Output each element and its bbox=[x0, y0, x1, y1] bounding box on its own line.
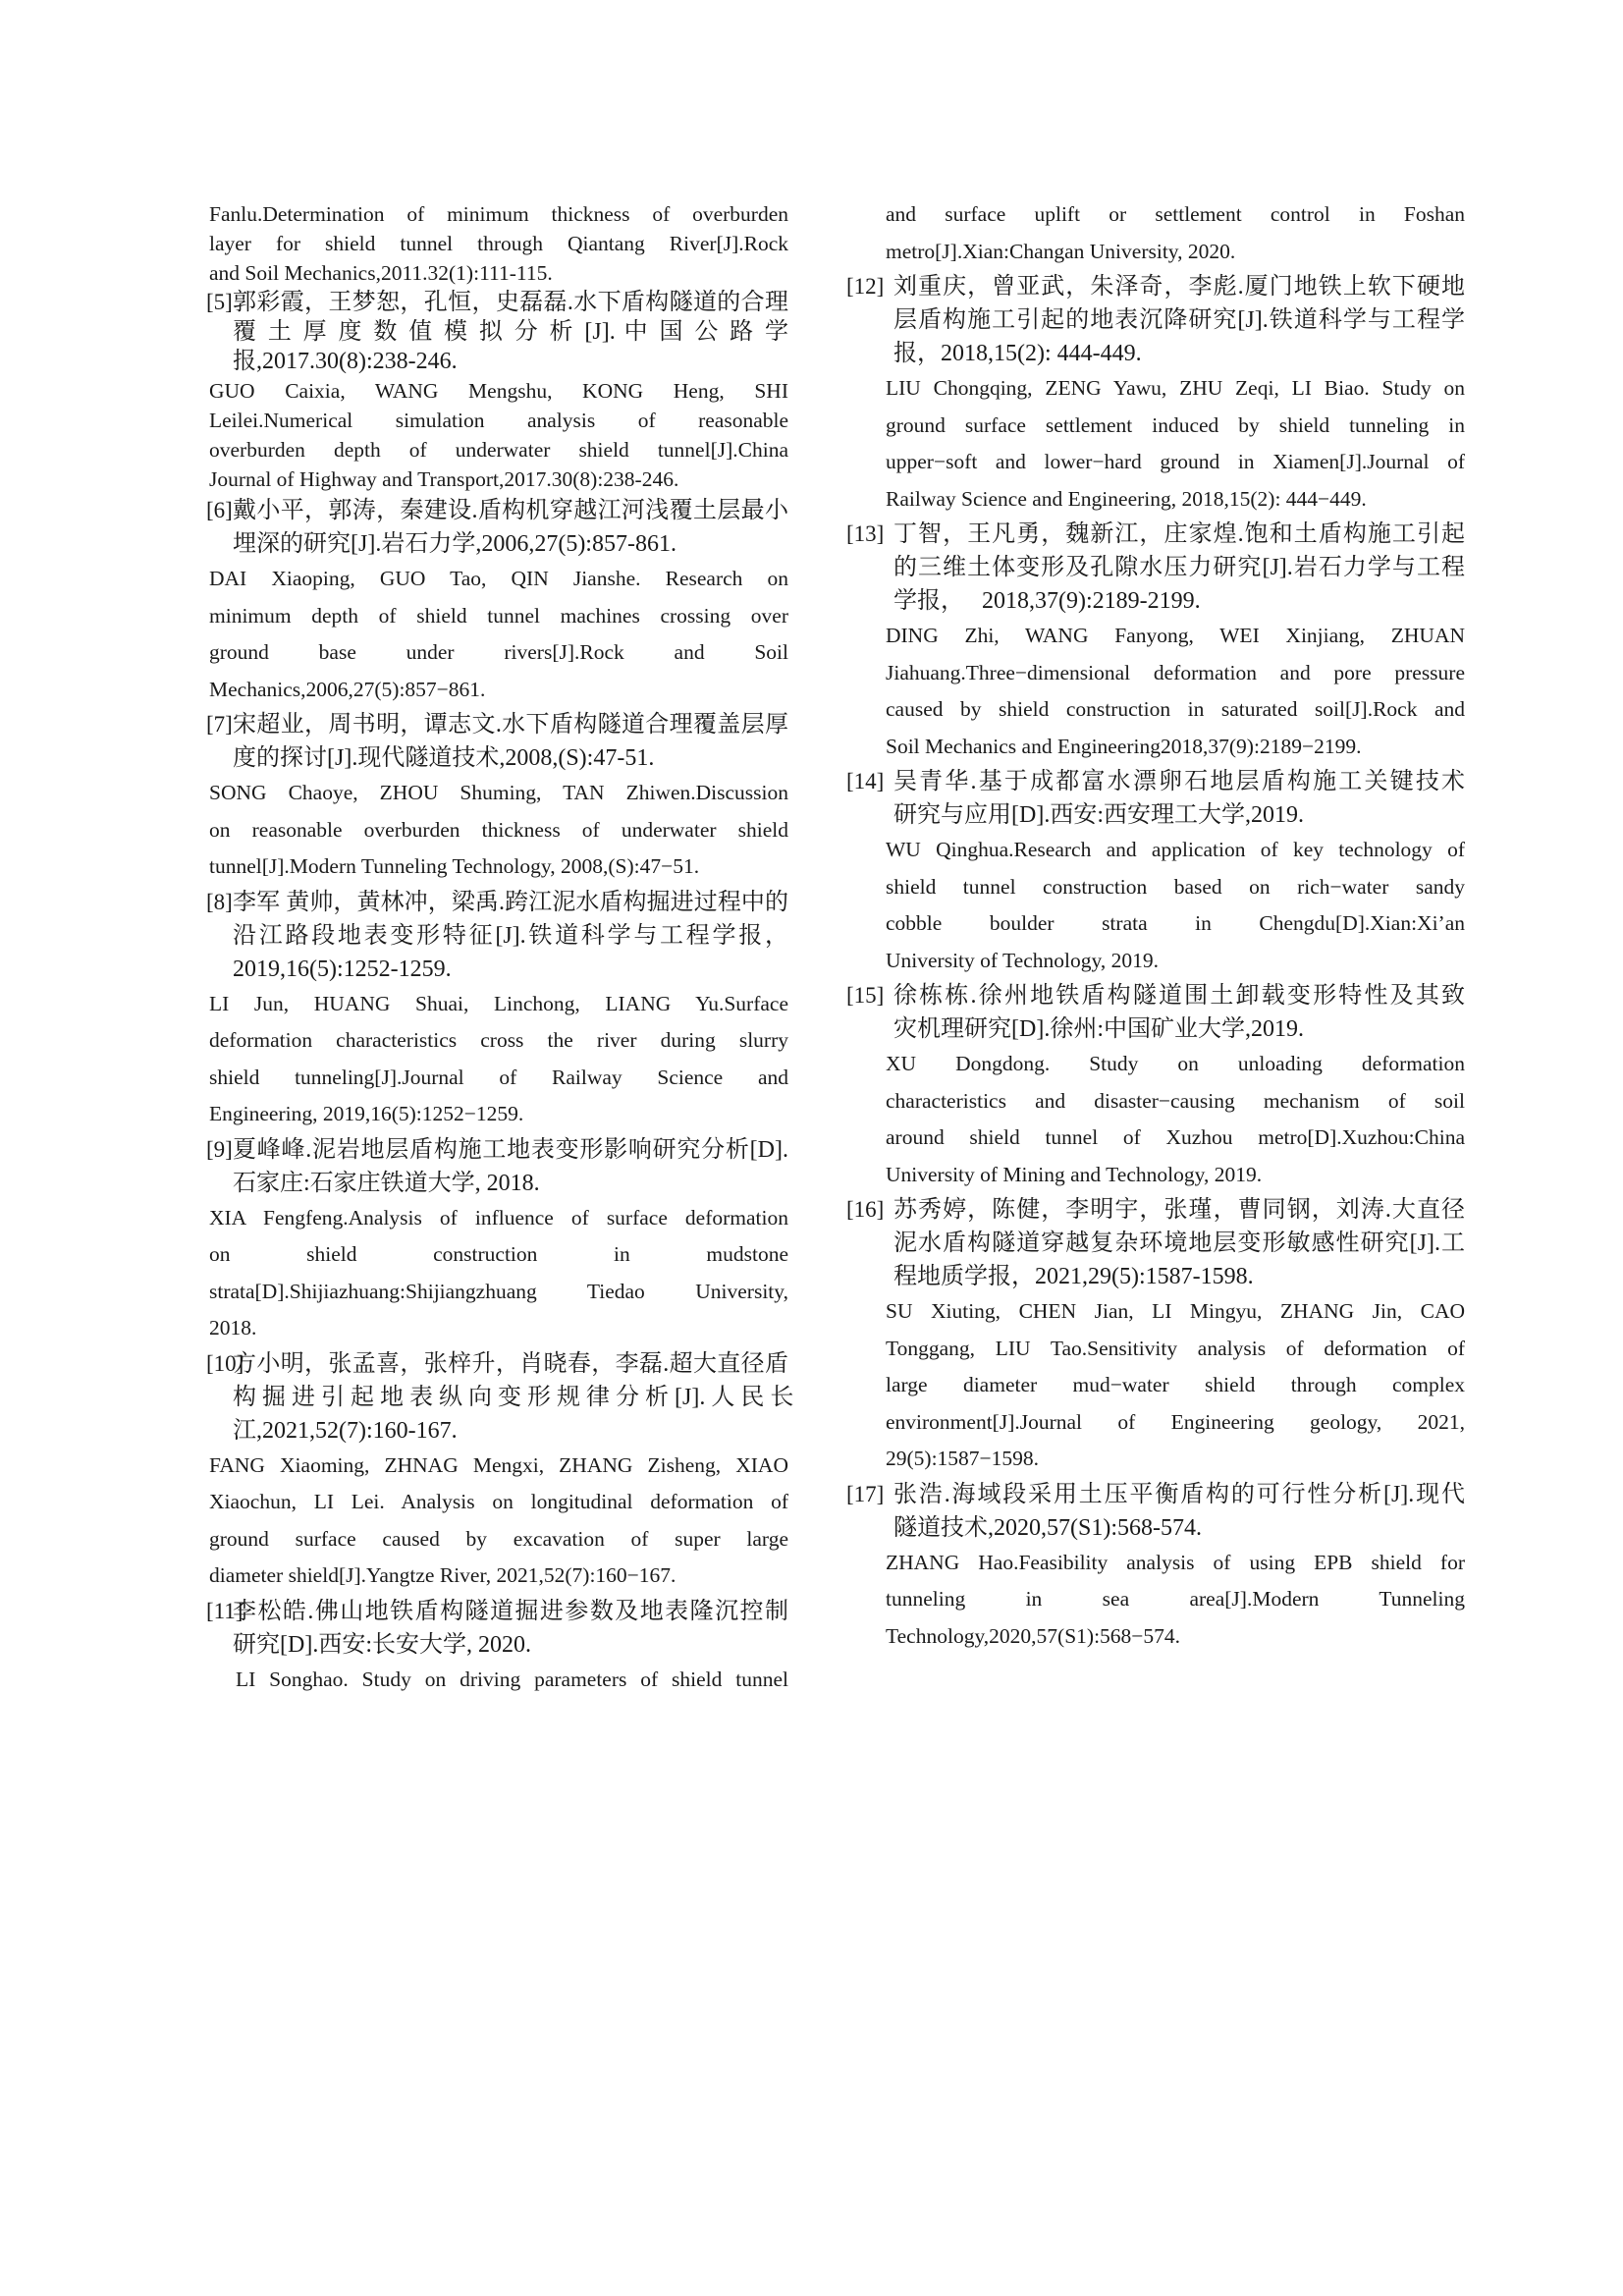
reference-text-line: 方小明，张孟喜，张梓升，肖晓春，李磊.超大直径盾 bbox=[233, 1350, 788, 1377]
reference-text-line: 戴小平，郭涛，秦建设.盾构机穿越江河浅覆土层最小 bbox=[233, 498, 788, 523]
reference-text-line: and Soil Mechanics,2011.32(1):111-115. bbox=[209, 261, 553, 285]
reference-text-line: XU Dongdong. Study on unloading deformation bbox=[886, 1052, 1465, 1075]
reference-entry-chinese bbox=[206, 288, 788, 376]
reference-entry-chinese bbox=[846, 270, 1465, 370]
reference-text-line: ground base under rivers[J].Rock and Soil bbox=[209, 640, 788, 664]
reference-text-line: DAI Xiaoping, GUO Tao, QIN Jianshe. Research on bbox=[209, 567, 788, 590]
reference-entry-english bbox=[206, 1200, 788, 1347]
reference-text-line: ground surface settlement induced by shield tunneling in bbox=[886, 412, 1465, 437]
reference-entry-english bbox=[846, 1046, 1465, 1193]
reference-entry-english bbox=[846, 832, 1465, 979]
reference-text-line: 吴青华.基于成都富水漂卵石地层盾构施工关键技术 bbox=[893, 769, 1465, 794]
reference-entry-english bbox=[206, 376, 788, 494]
reference-text-line: around shield tunnel of Xuzhou metro[D].Xuzhou:China bbox=[886, 1125, 1465, 1149]
reference-text-line: ground surface caused by excavation of super large bbox=[209, 1526, 788, 1551]
reference-entry-chinese bbox=[206, 1595, 788, 1662]
reference-entry-english bbox=[846, 1293, 1465, 1478]
reference-number: [11] bbox=[206, 1598, 243, 1623]
reference-entry-chinese bbox=[206, 1133, 788, 1200]
reference-text-line: 隧道技术,2020,57(S1):568-574. bbox=[893, 1514, 1202, 1541]
reference-text-line: characteristics and disaster−causing mechanism of soil bbox=[886, 1088, 1465, 1113]
reference-text-line: Leilei.Numerical simulation analysis of reasonable bbox=[209, 409, 788, 432]
reference-text-line: cobble boulder strata in Chengdu[D].Xian:Xi’an bbox=[886, 911, 1465, 935]
reference-text-line: LI Jun, HUANG Shuai, Linchong, LIANG Yu.Surface bbox=[209, 991, 788, 1015]
reference-text-line: 报，2018,15(2): 444-449. bbox=[893, 341, 1142, 366]
reference-text-line: environment[J].Journal of Engineering geology, 2021, bbox=[886, 1409, 1465, 1434]
reference-text-line: FANG Xiaoming, ZHNAG Mengxi, ZHANG Zisheng, XIAO bbox=[209, 1452, 788, 1477]
reference-text-line: Fanlu.Determination of minimum thickness of overburden bbox=[209, 202, 788, 226]
reference-text-line: on reasonable overburden thickness of underwater shield bbox=[209, 817, 788, 842]
reference-text-line: 江,2021,52(7):160-167. bbox=[233, 1417, 458, 1444]
reference-text-line: 构 掘 进 引 起 地 表 纵 向 变 形 规 律 分 析 [J]. 人 民 长 bbox=[233, 1384, 794, 1410]
reference-text-line: 郭彩霞，王梦恕，孔恒，史磊磊.水下盾构隧道的合理 bbox=[233, 290, 788, 315]
reference-text-line: Jiahuang.Three−dimensional deformation and pore pressure bbox=[886, 660, 1465, 684]
reference-text-line: WU Qinghua.Research and application of key technology of bbox=[886, 838, 1465, 861]
reference-entry-english bbox=[846, 1545, 1465, 1656]
reference-text-line: layer for shield tunnel through Qiantang River[J].Rock bbox=[209, 232, 788, 255]
reference-entry-english bbox=[206, 775, 788, 886]
reference-text-line: diameter shield[J].Yangtze River, 2021,52(7):160−167. bbox=[209, 1563, 676, 1587]
reference-text-line: 徐栋栋.徐州地铁盾构隧道围土卸载变形特性及其致 bbox=[893, 983, 1465, 1009]
reference-text-line: 学报， 2018,37(9):2189-2199. bbox=[893, 588, 1201, 614]
reference-text-line: ZHANG Hao.Feasibility analysis of using EPB shield for bbox=[886, 1550, 1465, 1574]
reference-text-line: tunnel[J].Modern Tunneling Technology, 2008,(S):47−51. bbox=[209, 854, 700, 878]
reference-number: [7] bbox=[206, 712, 233, 737]
reference-number: [12] bbox=[846, 274, 885, 299]
reference-list-left-column bbox=[206, 199, 794, 1698]
reference-text-line: and surface uplift or settlement control in Foshan bbox=[886, 202, 1465, 226]
reference-text-line: 29(5):1587−1598. bbox=[886, 1447, 1040, 1470]
reference-text-line: GUO Caixia, WANG Mengshu, KONG Heng, SHI bbox=[209, 379, 788, 403]
reference-text-line: Technology,2020,57(S1):568−574. bbox=[886, 1623, 1181, 1648]
reference-entry-english bbox=[206, 1448, 788, 1595]
reference-text-line: 灾机理研究[D].徐州:中国矿业大学,2019. bbox=[893, 1016, 1304, 1042]
reference-text-line: Mechanics,2006,27(5):857−861. bbox=[209, 677, 486, 701]
reference-number: [15] bbox=[846, 983, 885, 1008]
reference-number: [14] bbox=[846, 769, 885, 793]
reference-text-line: 2019,16(5):1252-1259. bbox=[233, 956, 452, 982]
reference-text-line: shield tunneling[J].Journal of Railway Science and bbox=[209, 1065, 788, 1089]
reference-text-line: University of Mining and Technology, 2019. bbox=[886, 1162, 1263, 1186]
reference-text-line: caused by shield construction in saturated soil[J].Rock and bbox=[886, 697, 1465, 721]
reference-entry-english bbox=[206, 1662, 788, 1699]
reference-text-line: 刘重庆，曾亚武，朱泽奇，李彪.厦门地铁上软下硬地 bbox=[893, 274, 1465, 300]
reference-number: [16] bbox=[846, 1197, 885, 1222]
reference-text-line: metro[J].Xian:Changan University, 2020. bbox=[886, 239, 1236, 263]
reference-entry-chinese bbox=[206, 1347, 794, 1448]
reference-text-line: Railway Science and Engineering, 2018,15(2): 444−449. bbox=[886, 486, 1367, 511]
reference-number: [9] bbox=[206, 1136, 233, 1162]
reference-text-line: Journal of Highway and Transport,2017.30(8):238-246. bbox=[209, 467, 679, 491]
reference-text-line: on shield construction in mudstone bbox=[209, 1242, 788, 1266]
reference-text-line: LI Songhao. Study on driving parameters of shield tunnel bbox=[236, 1667, 788, 1691]
reference-text-line: 丁智，王凡勇，魏新江，庄家煌.饱和土盾构施工引起 bbox=[893, 521, 1465, 547]
reference-text-line: Xiaochun, LI Lei. Analysis on longitudinal deformation of bbox=[209, 1490, 788, 1513]
reference-text-line: University of Technology, 2019. bbox=[886, 948, 1159, 972]
reference-text-line: 报,2017.30(8):238-246. bbox=[233, 349, 458, 374]
reference-list-right-column bbox=[846, 196, 1465, 1655]
reference-entry-chinese bbox=[206, 494, 788, 561]
reference-text-line: 宋超业，周书明，谭志文.水下盾构隧道合理覆盖层厚 bbox=[233, 712, 788, 738]
reference-text-line: 层盾构施工引起的地表沉降研究[J].铁道科学与工程学 bbox=[893, 307, 1465, 333]
reference-number: [13] bbox=[846, 521, 885, 546]
reference-text-line: DING Zhi, WANG Fanyong, WEI Xinjiang, ZHUAN bbox=[886, 624, 1465, 647]
reference-text-line: 沿江路段地表变形特征[J].铁道科学与工程学报， bbox=[233, 922, 788, 949]
reference-text-line: 李军 黄帅，黄林冲，梁禹.跨江泥水盾构掘进过程中的 bbox=[233, 889, 788, 915]
reference-text-line: SU Xiuting, CHEN Jian, LI Mingyu, ZHANG Jin, CAO bbox=[886, 1299, 1465, 1323]
reference-text-line: XIA Fengfeng.Analysis of influence of surface deformation bbox=[209, 1205, 788, 1230]
reference-number: [10] bbox=[206, 1350, 244, 1376]
reference-entry-english bbox=[846, 370, 1465, 518]
reference-text-line: 泥水盾构隧道穿越复杂环境地层变形敏感性研究[J].工 bbox=[893, 1230, 1465, 1256]
reference-text-line: 石家庄:石家庄铁道大学, 2018. bbox=[233, 1170, 540, 1196]
reference-number: [5] bbox=[206, 290, 233, 314]
reference-entry-chinese bbox=[846, 518, 1465, 618]
reference-text-line: 苏秀婷，陈健，李明宇，张瑾，曹同钢，刘涛.大直径 bbox=[893, 1197, 1465, 1223]
reference-entry-chinese bbox=[206, 886, 788, 986]
reference-text-line: 研究与应用[D].西安:西安理工大学,2019. bbox=[893, 802, 1304, 828]
reference-entry-english bbox=[846, 618, 1465, 765]
reference-text-line: 程地质学报，2021,29(5):1587-1598. bbox=[893, 1264, 1254, 1289]
reference-number: [8] bbox=[206, 889, 233, 914]
reference-text-line: tunneling in sea area[J].Modern Tunneling bbox=[886, 1587, 1465, 1611]
reference-text-line: 覆 土 厚 度 数 值 模 拟 分 析 [J]. 中 国 公 路 学 bbox=[233, 319, 788, 345]
reference-text-line: 的三维土体变形及孔隙水压力研究[J].岩石力学与工程 bbox=[893, 555, 1465, 580]
reference-text-line: 研究[D].西安:长安大学, 2020. bbox=[233, 1631, 531, 1658]
reference-entry-chinese bbox=[846, 1193, 1465, 1293]
reference-text-line: LIU Chongqing, ZENG Yawu, ZHU Zeqi, LI Biao. Study on bbox=[886, 376, 1465, 400]
reference-text-line: Tonggang, LIU Tao.Sensitivity analysis of deformation of bbox=[886, 1336, 1465, 1360]
reference-number: [6] bbox=[206, 498, 233, 522]
reference-text-line: SONG Chaoye, ZHOU Shuming, TAN Zhiwen.Discussion bbox=[209, 781, 788, 804]
reference-text-line: 度的探讨[J].现代隧道技术,2008,(S):47-51. bbox=[233, 745, 655, 771]
reference-number: [17] bbox=[846, 1481, 885, 1506]
reference-text-line: 埋深的研究[J].岩石力学,2006,27(5):857-861. bbox=[233, 531, 676, 557]
reference-text-line: 2018. bbox=[209, 1316, 257, 1339]
reference-text-line: 张浩.海域段采用土压平衡盾构的可行性分析[J].现代 bbox=[893, 1481, 1465, 1507]
reference-text-line: upper−soft and lower−hard ground in Xiamen[J].Journal of bbox=[886, 450, 1465, 473]
reference-entry-english bbox=[846, 196, 1465, 270]
reference-text-line: overburden depth of underwater shield tunnel[J].China bbox=[209, 438, 788, 462]
reference-text-line: minimum depth of shield tunnel machines crossing over bbox=[209, 603, 788, 628]
reference-entry-chinese bbox=[846, 1478, 1465, 1545]
reference-text-line: Soil Mechanics and Engineering2018,37(9):2189−2199. bbox=[886, 734, 1362, 758]
reference-entry-chinese bbox=[846, 765, 1465, 832]
reference-entry-chinese bbox=[206, 708, 788, 775]
reference-text-line: 李松皓.佛山地铁盾构隧道掘进参数及地表隆沉控制 bbox=[233, 1598, 788, 1624]
reference-entry-english bbox=[206, 561, 788, 708]
reference-text-line: Engineering, 2019,16(5):1252−1259. bbox=[209, 1102, 524, 1125]
reference-text-line: strata[D].Shijiazhuang:Shijiangzhuang Tiedao University, bbox=[209, 1279, 788, 1303]
reference-entry-english bbox=[206, 986, 788, 1133]
reference-entry-chinese bbox=[846, 979, 1465, 1046]
reference-text-line: large diameter mud−water shield through complex bbox=[886, 1373, 1465, 1396]
reference-text-line: shield tunnel construction based on rich−water sandy bbox=[886, 874, 1465, 899]
reference-entry-english bbox=[206, 199, 788, 288]
reference-text-line: deformation characteristics cross the river during slurry bbox=[209, 1028, 788, 1052]
reference-text-line: 夏峰峰.泥岩地层盾构施工地表变形影响研究分析[D]. bbox=[233, 1136, 788, 1163]
